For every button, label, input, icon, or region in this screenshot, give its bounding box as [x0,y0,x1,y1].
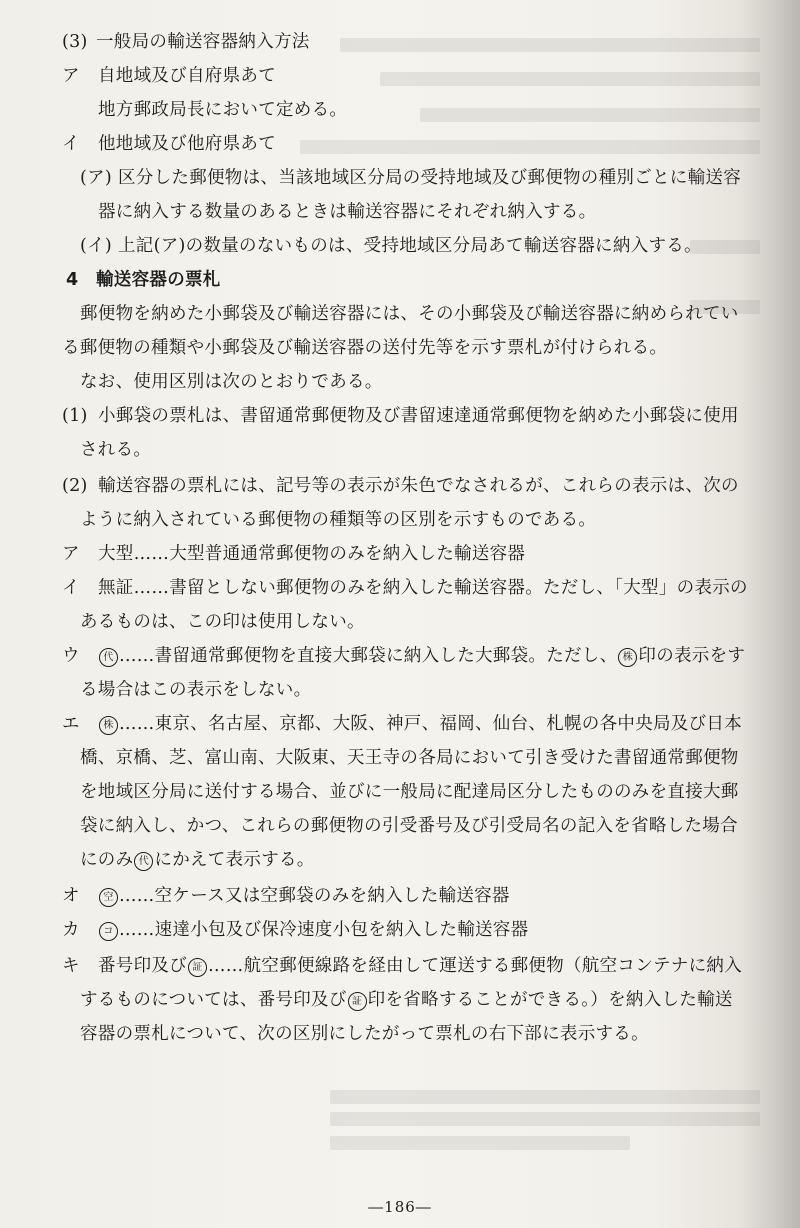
section-3-title: 一般局の輸送容器納入方法 [96,32,310,52]
sub-i-marker: (イ) [80,236,113,256]
sub-a-marker: (ア) [80,168,113,188]
list-i-text-1: 無証……書留としない郵便物のみを納入した輸送容器。ただし、「大型」の表示の [98,578,748,598]
section-4-title: 輸送容器の票札 [96,270,221,290]
item-2-text-1: 輸送容器の票札には、記号等の表示が朱色でなされるが、これらの表示は、次の [98,476,739,496]
item-i-marker: イ [62,134,80,154]
list-ki-text-2b: 印を省略することができる。）を納入した輸送 [367,990,733,1010]
list-o-line-1 [62,884,510,908]
item-i-title: 他地域及び他府県あて [98,134,276,154]
list-i-marker: イ [62,578,80,598]
list-e-marker: エ [62,714,80,734]
sub-a-line-2: 器に納入する数量のあるときは輸送容器にそれぞれ納入する。 [98,202,597,222]
section-4-number: 4 [66,270,79,290]
list-ka-line-1 [62,918,528,942]
ko-circle-icon: コ [99,922,118,941]
item-1-line-1 [62,404,739,428]
list-e-line-5 [80,848,315,872]
list-e-line-2: 橋、京橋、芝、富山南、大阪東、天王寺の各局において引き受けた書留通常郵便物 [80,748,739,768]
list-e-line-1 [62,712,742,736]
list-ki-text-1b: ……航空郵便線路を経由して運送する郵便物（航空コンテナに納入 [208,956,742,976]
list-a-marker: ア [62,544,80,564]
kabu-circle-icon: 株 [618,648,637,667]
dai-circle-icon: 代 [99,648,118,667]
kara-circle-icon: 空 [99,888,118,907]
list-e-text-5a: にのみ [80,850,134,870]
intro-line-2: る郵便物の種類や小郵袋及び輸送容器の送付先等を示す票札が付けられる。 [62,338,668,358]
sho-circle-icon: 証 [348,992,367,1011]
section-3-marker: (3) [62,32,88,52]
kabu-circle-icon: 株 [99,716,118,735]
item-a-title: 自地域及び自府県あて [98,66,276,86]
list-e-text-5b: にかえて表示する。 [154,850,315,870]
sub-i-line-1 [80,234,702,258]
list-i-line-1 [62,576,748,600]
list-e-line-3: を地域区分局に送付する場合、並びに一般局に配達局区分したもののみを直接大郵 [80,782,739,802]
list-ki-line-3: 容器の票札について、次の区別にしたがって票札の右下部に表示する。 [80,1024,649,1044]
sub-a-line-1 [80,166,741,190]
list-e-line-4: 袋に納入し、かつ、これらの郵便物の引受番号及び引受局名の記入を省略した場合 [80,816,738,836]
item-a-body: 地方郵政局長において定める。 [98,100,348,120]
intro-line-3: なお、使用区別は次のとおりである。 [80,372,383,392]
list-ka-text-1: ……速達小包及び保冷速度小包を納入した輸送容器 [119,920,529,940]
item-a-marker: ア [62,66,80,86]
item-1-marker: (1) [62,406,88,426]
list-ki-marker: キ [62,956,80,976]
list-i-line-2: あるものは、この印は使用しない。 [80,612,365,632]
section-3-heading [62,30,310,54]
list-ki-text-1a: 番号印及び [98,956,187,976]
dai-circle-icon: 代 [134,852,153,871]
list-a-line-1 [62,542,525,566]
list-a-text-1: 大型……大型普通通常郵便物のみを納入した輸送容器 [98,544,526,564]
list-ki-line-2 [80,988,733,1012]
list-u-line-2: る場合はこの表示をしない。 [80,680,312,700]
list-u-line-1 [62,644,745,668]
item-1-text-1: 小郵袋の票札は、書留通常郵便物及び書留速達通常郵便物を納めた小郵袋に使用 [98,406,739,426]
list-u-text-1b: 印の表示をす [638,646,746,666]
sho-circle-icon: 証 [188,958,207,977]
list-o-marker: オ [62,886,80,906]
item-2-line-1 [62,474,739,498]
list-o-text-1: ……空ケース又は空郵袋のみを納入した輸送容器 [119,886,510,906]
section-4-heading [66,268,221,292]
sub-a-text-1: 区分した郵便物は、当該地域区分局の受持地域及び郵便物の種別ごとに輸送容 [118,168,741,188]
item-2-line-2: ように納入されている郵便物の種類等の区別を示すものである。 [80,510,597,530]
intro-line-1: 郵便物を納めた小郵袋及び輸送容器には、その小郵袋及び輸送容器に納められてい [80,304,739,324]
list-ki-line-1 [62,954,742,978]
sub-i-text-1: 上記(ア)の数量のないものは、受持地域区分局あて輸送容器に納入する。 [118,236,702,256]
list-u-text-1a: ……書留通常郵便物を直接大郵袋に納入した大郵袋。ただし、 [119,646,618,666]
list-u-marker: ウ [62,646,80,666]
page-number: ―186― [368,1198,432,1216]
item-1-line-2: される。 [80,440,152,460]
item-i-heading [62,132,276,156]
list-e-text-1: ……東京、名古屋、京都、大阪、神戸、福岡、仙台、札幌の各中央局及び日本 [119,714,742,734]
item-2-marker: (2) [62,476,88,496]
list-ki-text-2a: するものについては、番号印及び [80,990,347,1010]
item-a-heading [62,64,276,88]
list-ka-marker: カ [62,920,80,940]
